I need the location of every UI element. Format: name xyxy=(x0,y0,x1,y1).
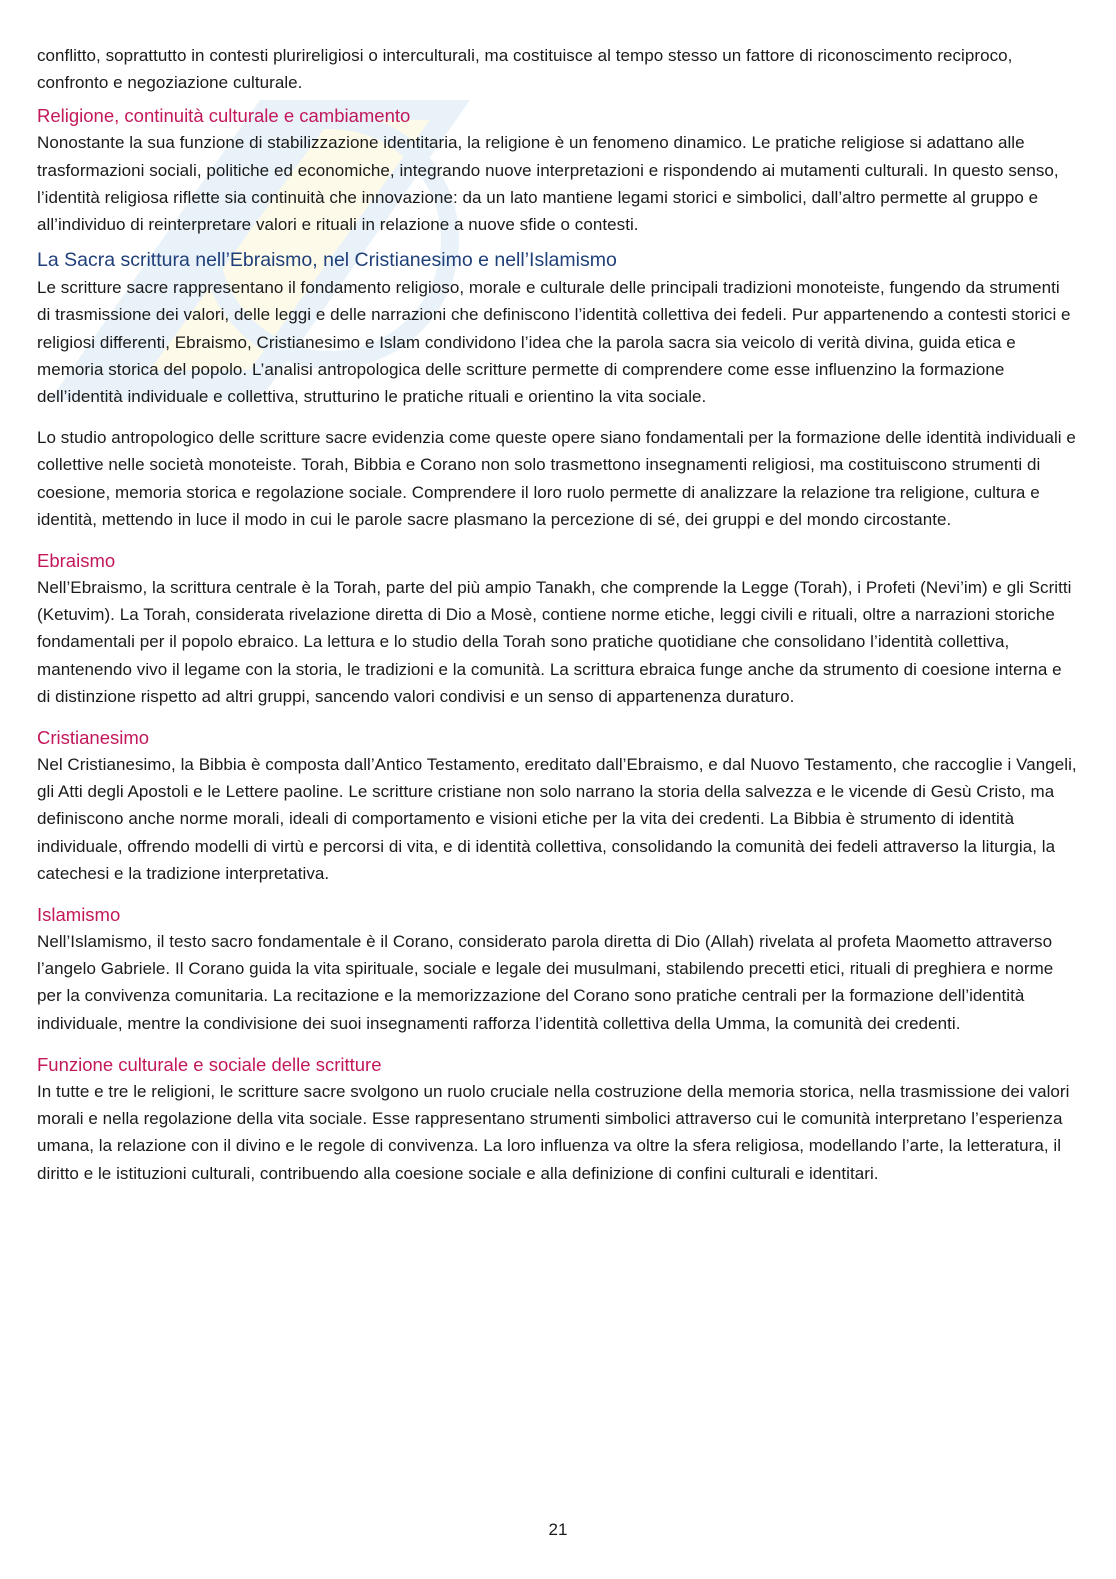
intro-paragraph: conflitto, soprattutto in contesti plurireligiosi o interculturali, ma costituisce al tempo stesso un fattore di riconoscimento reciproco, confronto e negoziazione culturale. xyxy=(37,46,1013,93)
paragraph-judaism: Nell’Ebraismo, la scrittura centrale è la Torah, parte del più ampio Tanakh, che comprende la Legge (Torah), i Profeti (Nevi’im) e gli Scritti (Ketuvim). La Torah, considerata rivelazione diretta di Dio a Mosè, contiene norme etiche, leggi civili e rituali, oltre a narrazioni storiche fondamentali per il popolo ebraico. La lettura e lo studio della Torah sono pratiche quotidiane che consolidano l’identità collettiva, mantenendo vivo il legame con la storia, le tradizioni e la comunità. La scrittura ebraica funge anche da strumento di coesione interna e di distinzione rispetto ad altri gruppi, sancendo valori condivisi e un senso di appartenenza duraturo. xyxy=(37,578,1072,706)
paragraph-continuity: Nonostante la sua funzione di stabilizzazione identitaria, la religione è un fenomeno dinamico. Le pratiche religiose si adattano alle trasformazioni sociali, politiche ed economiche, integrando nuove interpretazioni e rispondendo ai mutamenti culturali. In questo senso, l’identità religiosa riflette sia continuità che innovazione: da un lato mantiene legami storici e simbolici, dall’altro permette al gruppo e all’individuo di reinterpretare valori e rituali in relazione a nuove sfide o contesti. xyxy=(37,133,1059,235)
paragraph-cultural-function: In tutte e tre le religioni, le scritture sacre svolgono un ruolo cruciale nella costruzione della memoria storica, nella trasmissione dei valori morali e nella regolazione della vita sociale. Esse rappresentano strumenti simbolici attraverso cui le comunità interpretano l’esperienza umana, la relazione con il divino e le regole di convivenza. La loro influenza va oltre la sfera religiosa, modellando l’arte, la letteratura, il diritto e le istituzioni culturali, contribuendo alla coesione sociale e alla definizione di confini culturali e identitari. xyxy=(37,1081,1070,1183)
heading-cultural-function: Funzione culturale e sociale delle scritture xyxy=(37,1053,382,1075)
paragraph-christianity: Nel Cristianesimo, la Bibbia è composta dall’Antico Testamento, ereditato dall’Ebraismo, e dal Nuovo Testamento, che raccoglie i Vangeli, gli Atti degli Apostoli e le Lettere paoline. Le scritture cristiane non solo narrano la storia della salvezza e le vicende di Gesù Cristo, ma definiscono anche norme morali, ideali di comportamento e visioni etiche per la vita dei credenti. La Bibbia è strumento di identità individuale, offrendo modelli di virtù e percorsi di vita, e di identità collettiva, consolidando la comunità dei fedeli attraverso la liturgia, la catechesi e la tradizione interpretativa. xyxy=(37,755,1077,883)
heading-judaism: Ebraismo xyxy=(37,550,116,572)
heading-sacred-scripture: La Sacra scrittura nell’Ebraismo, nel Cristianesimo e nell’Islamismo xyxy=(37,249,617,272)
heading-islam: Islamismo xyxy=(37,904,121,926)
paragraph-scripture-1: Le scritture sacre rappresentano il fondamento religioso, morale e culturale delle principali tradizioni monoteiste, fungendo da strumenti di trasmissione dei valori, delle leggi e delle narrazioni che definiscono l’identità collettiva dei fedeli. Pur appartenendo a contesti storici e religiosi differenti, Ebraismo, Cristianesimo e Islam condividono l’idea che la parola sacra sia veicolo di verità divina, guida etica e memoria storica del popolo. L’analisi antropologica delle scritture permette di comprendere come esse influenzino la formazione dell’identità individuale e collettiva, strutturino le pratiche rituali e orientino la vita sociale. xyxy=(37,278,1071,407)
paragraph-islam: Nell’Islamismo, il testo sacro fondamentale è il Corano, considerato parola diretta di Dio (Allah) rivelata al profeta Maometto attraverso l’angelo Gabriele. Il Corano guida la vita spirituale, sociale e legale dei musulmani, stabilendo precetti etici, rituali di preghiera e norme per la convivenza comunitaria. La recitazione e la memorizzazione del Corano sono pratiche centrali per la formazione dell’identità individuale, mentre la condivisione dei suoi insegnamenti rafforza l’identità collettiva della Umma, la comunità dei credenti. xyxy=(37,932,1054,1033)
page-number: 21 xyxy=(548,1520,568,1539)
document-page xyxy=(37,42,1077,1187)
paragraph-scripture-2: Lo studio antropologico delle scritture sacre evidenzia come queste opere siano fondamentali per la formazione delle identità individuali e collettive nelle società monoteiste. Torah, Bibbia e Corano non solo trasmettono insegnamenti religiosi, ma costituiscono strumenti di coesione, memoria storica e regolazione sociale. Comprendere il loro ruolo permette di analizzare la relazione tra religione, cultura e identità, mettendo in luce il modo in cui le parole sacre plasmano la percezione di sé, dei gruppi e del mondo circostante. xyxy=(37,428,1076,529)
heading-christianity: Cristianesimo xyxy=(37,727,150,749)
heading-continuity: Religione, continuità culturale e cambiamento xyxy=(37,105,411,127)
